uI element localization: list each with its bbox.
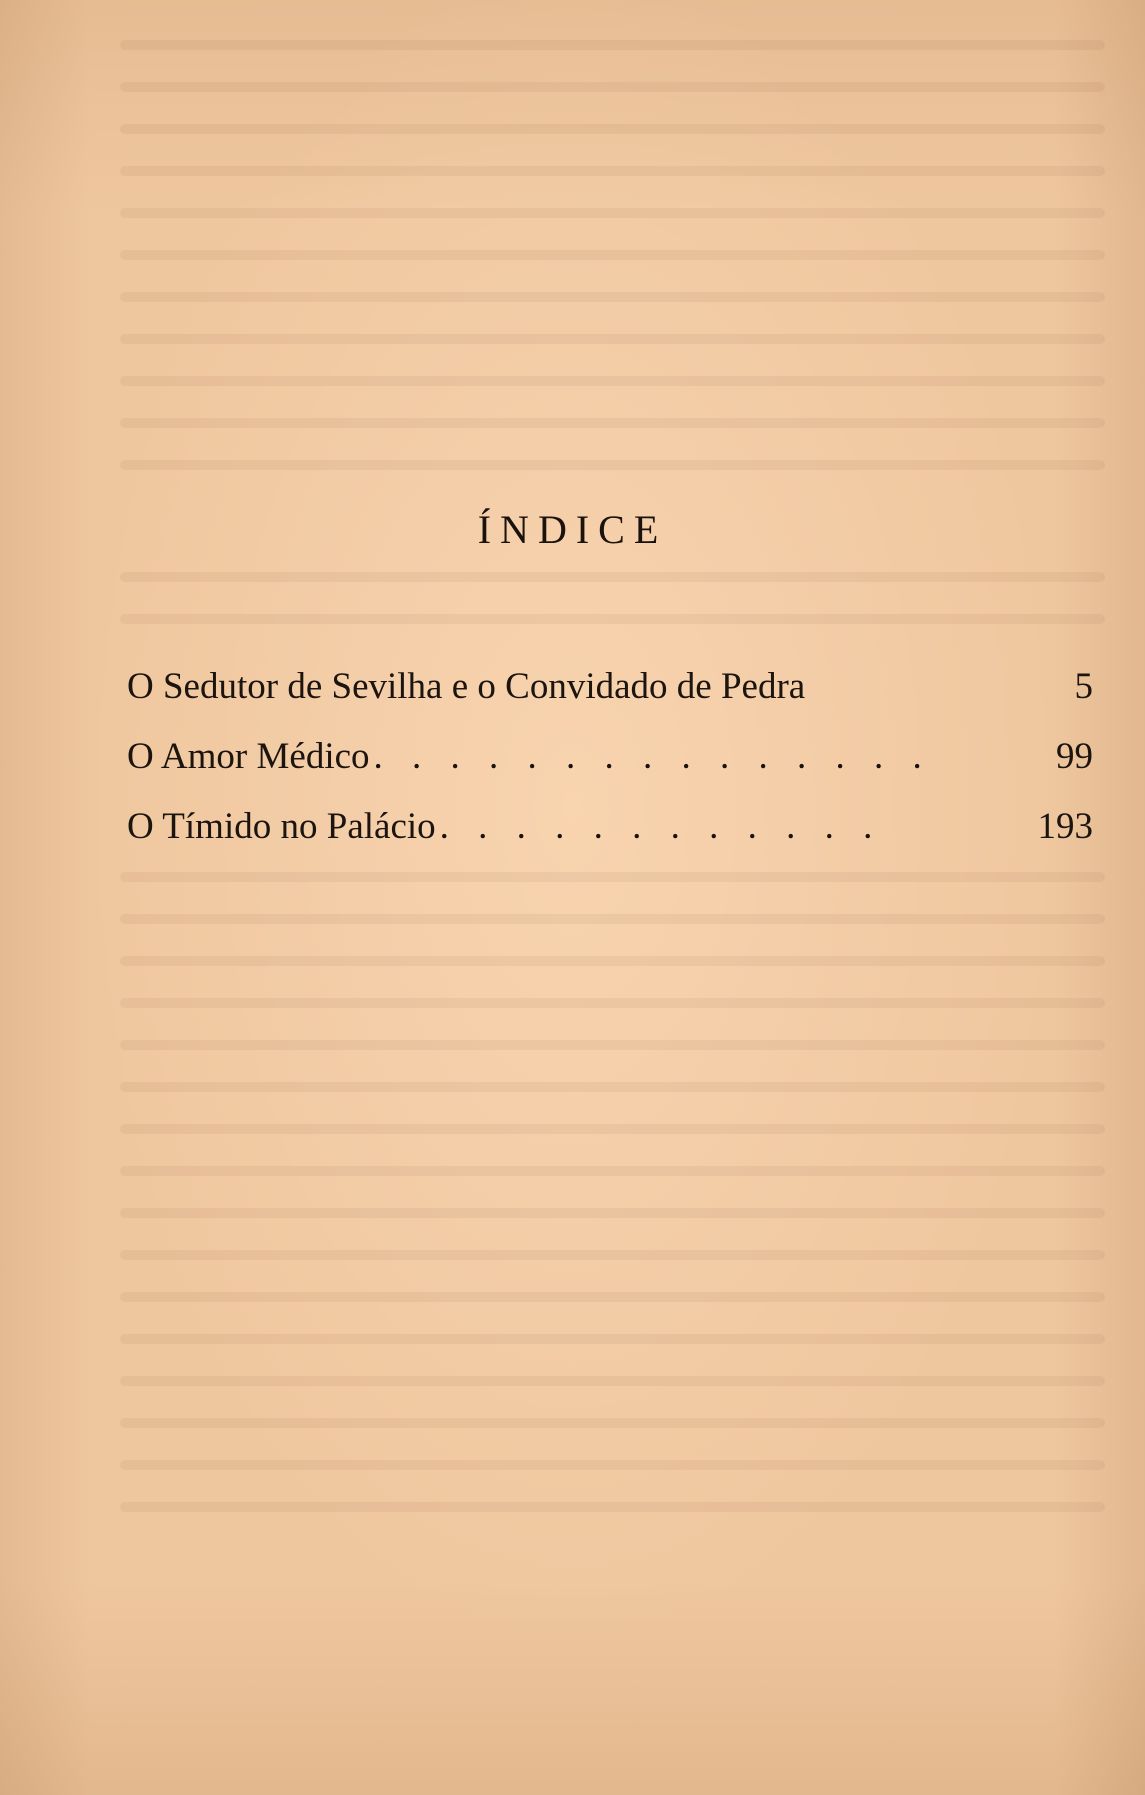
bleed-through-line	[120, 572, 1105, 582]
bleed-through-line	[120, 292, 1105, 302]
toc-entry-title: O Tímido no Palácio	[127, 806, 436, 847]
bleed-through-line	[120, 166, 1105, 176]
bleed-through-line	[120, 250, 1105, 260]
bleed-through-line	[120, 914, 1105, 924]
toc-dot-leader: . . . . . . . . . . . . . . .	[373, 738, 932, 775]
bleed-through-line	[120, 208, 1105, 218]
bleed-through-line	[120, 1208, 1105, 1218]
bleed-through-line	[120, 376, 1105, 386]
bleed-through-line	[120, 1250, 1105, 1260]
bleed-through-line	[120, 418, 1105, 428]
table-of-contents	[127, 668, 1093, 878]
bleed-through-line	[120, 614, 1105, 624]
bleed-through-line	[120, 40, 1105, 50]
toc-entry-page: 99	[1056, 736, 1093, 777]
bleed-through-line	[120, 956, 1105, 966]
toc-entry-title: O Sedutor de Sevilha e o Convidado de Pedra	[127, 666, 806, 707]
bleed-through-line	[120, 1166, 1105, 1176]
bleed-through-line	[120, 1082, 1105, 1092]
toc-entry	[127, 668, 1093, 738]
bleed-through-line	[120, 1418, 1105, 1428]
bleed-through-line	[120, 1292, 1105, 1302]
toc-entry-page: 5	[1074, 666, 1093, 707]
bleed-through-line	[120, 124, 1105, 134]
bleed-through-line	[120, 1040, 1105, 1050]
bleed-through-line	[120, 334, 1105, 344]
index-heading: ÍNDICE	[477, 507, 668, 552]
bleed-through-line	[120, 1376, 1105, 1386]
toc-dot-leader: . . . . . . . . . . . .	[439, 808, 883, 845]
bleed-through-line	[120, 998, 1105, 1008]
bleed-through-line	[120, 1124, 1105, 1134]
bleed-through-line	[120, 1460, 1105, 1470]
bleed-through-line	[120, 460, 1105, 470]
toc-entry	[127, 808, 1093, 878]
toc-entry	[127, 738, 1093, 808]
toc-entry-page: 193	[1037, 806, 1093, 847]
bleed-through-line	[120, 82, 1105, 92]
bleed-through-line	[120, 1502, 1105, 1512]
toc-entry-title: O Amor Médico	[127, 736, 370, 777]
bleed-through-line	[120, 1334, 1105, 1344]
